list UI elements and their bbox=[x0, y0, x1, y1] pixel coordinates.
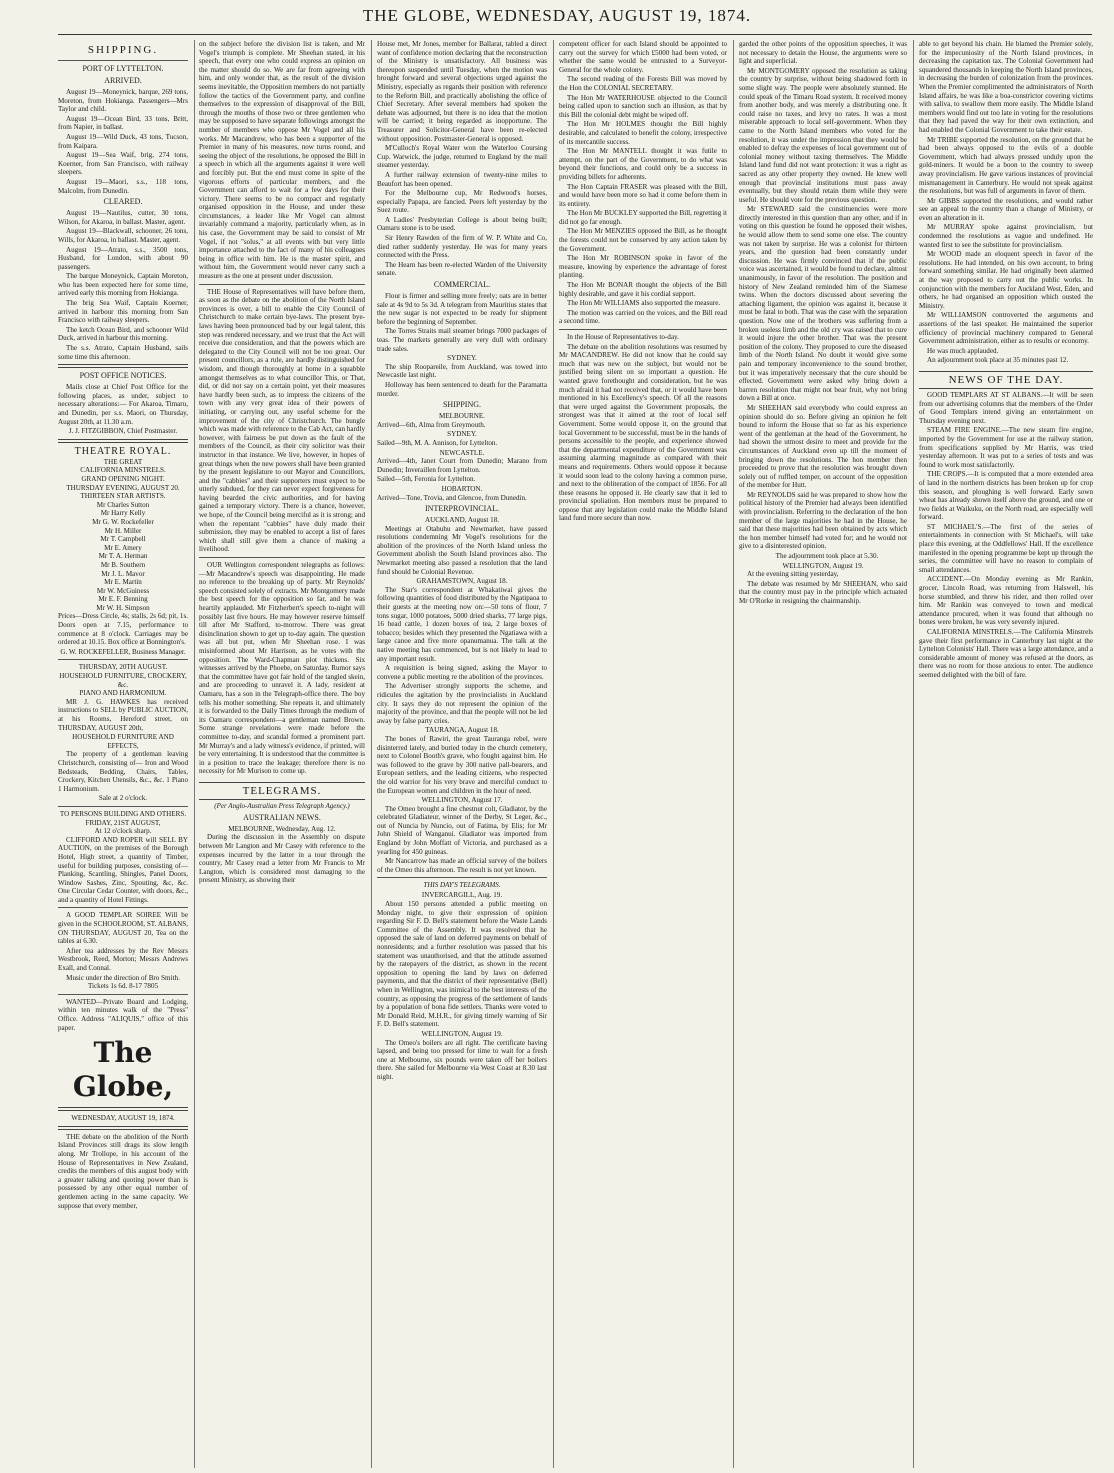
artist: Mr W. H. Simpson bbox=[96, 603, 150, 612]
column-rule bbox=[553, 40, 554, 1468]
assembly-paragraph: The debate on the abolition resolutions was resumed by Mr MACANDREW. He did not know that he could say much that was new on the subject, but would not be justified being silent on so important a question. He wanted grave forethought and consideration, but he was much afraid it had not received that, or it would have been mentioned in his Excellency's speech. Of all the reasons that were urged against the Government proposals, the strongest was that it aimed at the root of local self Government. Some would oppose it, on the ground that local Government to be successful, must be in the hands of persons accessible to the people, and experience showed that the departmental expenditure of the Government was assuming alarming magnitude as compared with their means and requirements. Others would oppose it because it would soon lead to the colony having a common purse, and next to the obliteration of the compact of 1856. For all these reasons he opposed it. He clearly saw that it led to provincial spoliation. Hon members must be prepared to oppose that any legislation could make the Middle Island land fund more secure than now. bbox=[559, 342, 727, 523]
artist: Mr T. A. Herman bbox=[98, 552, 148, 561]
column-rule bbox=[194, 40, 195, 1468]
theatre-sign: G. W. ROCKEFELLER, Business Manager. bbox=[60, 647, 186, 656]
shipping-entry: August 19—Wild Duck, 43 tons, Tucson, from Kaipara. bbox=[58, 132, 188, 150]
assembly-paragraph: An adjournment took place at 35 minutes past 12. bbox=[927, 356, 1069, 365]
telegram-paragraph: The Omeo brought a fine chestnut colt, Gladiator, by the celebrated Gladiateur, winner of the Derby, St Leger, &c., out of Nuncia by Nuncio, out of Fatima, by Elis; for Mr John Shield of Wanganui. Gladiator was imported from England by John Moffatt of Victoria, and purchased as a yearling for 450 guineas. bbox=[377, 804, 547, 856]
assembly-paragraph: competent officer for each Island should be appointed to carry out the survey for which £5000 had been voted, or whether the same would be entrusted to a Surveyor-General for the whole colony. bbox=[559, 40, 727, 74]
dateline: WELLINGTON, August 17. bbox=[421, 796, 503, 805]
divider bbox=[58, 1107, 188, 1111]
assembly-paragraph: Mr REYNOLDS said he was prepared to show how the political history of the Premier had always been identified with provincialism. Referring to the declaration of the hon member of the large majorities he had in the House, he said that these majorities had been obtained by acts which the hon member himself had voted for; and he would not give to a disinterested opinion. bbox=[739, 490, 907, 551]
column-2 bbox=[199, 40, 365, 1468]
divider bbox=[58, 907, 188, 908]
news-paragraph: THE CROPS.—It is computed that a more extended area of land in the northern districts has been broken up for crop this season, and ploughing is well forward. Early sown wheat has already shown itself above the ground, and one or two fields at Waikuku, on the North road, are especially well forward. bbox=[919, 470, 1093, 522]
divider bbox=[58, 659, 188, 660]
telegram-paragraph: A Ladies' Presbyterian College is about being built; Oamaru stone is to be used. bbox=[377, 215, 547, 233]
dateline: WELLINGTON, August 19. bbox=[782, 561, 864, 570]
telegram-paragraph: For the Melbourne cup, Mr Redwood's horses, especially Papapa, are fancied. Peers left yesterday by the Suez route. bbox=[377, 189, 547, 215]
news-paragraph: STEAM FIRE ENGINE.—The new steam fire engine, imported by the Government for use at the railway station, from specifications supplied by Mr Harris, was tried yesterday afternoon. It was put to a series of tests and was found to work most satisfactorily. bbox=[919, 426, 1093, 469]
news-paragraph: CALIFORNIA MINSTRELS.—The California Minstrels gave their first performance in Canterbury last night at the Lyttelton Colonists' Hall. There was a large attendance, and a considerable amount of money was refused at the doors, as there was no room for those anxious to enter. The audience seemed delighted with the bill of fare. bbox=[919, 628, 1093, 679]
artist: Mr Charles Sutton bbox=[96, 500, 150, 509]
assembly-paragraph: Mr STEWARD said the constituencies were more directly interested in this question than any other, and if in voting on this question he found he opposed their wishes, he would allow them to send some one else. The country was not taken by surprise. He was a colonist for thirteen years, and the question had been constantly under discussion. He was firmly convinced that if the public voice was ascertained, it would be found to declare, almost unanimously, in favor of the resolution. The position and history of New Zealand reminded him of the Siamese twins. When the doctors discussed about severing the attaching ligament, the opinion was against it, because it must be fatal to both. That was the case with the separation question. Now one of the brothers was suffering from a broken useless limb and the old cry was raised that to cure it would injure the other brother. That was the present position of the colony. They proposed to cure the diseased limb of the North Island. No doubt it would give some pain and temporary inconvenience to the sound brother, but it was imperatively necessary that the cure should be effected. Government were asked why bring down a barren resolution that might not bear fruit, why not bring down a Bill at once. bbox=[739, 205, 907, 403]
divider bbox=[58, 806, 188, 807]
artist: Mr E. F. Benning bbox=[98, 595, 148, 604]
artist: Mr W. McGuiness bbox=[96, 586, 150, 595]
assembly-paragraph: The Hon Mr HOLMES thought the Bill highly desirable, and calculated to benefit the colony, irrespective of its mercantile success. bbox=[559, 120, 727, 146]
telegram-paragraph: About 150 persons attended a public meeting on Monday night, to give their expression of opinion regarding Sir F. D. Bell's statement before the Waste Lands Committee of the Assembly. It was resolved that he opposed the sale of land on deferred payments on behalf of nonresidents; and a further resolution was passed that his statement was unauthorised, and that the attitude assumed by the ratepayers of the district, as shown in the recent opposition to opening the land by laws on deferred payments, and that the district of their representative (Bell) when in Wellington, was inimical to the best interests of the country, as opposing the progress of the settlement of lands by a population of bona fide settlers. Thanks were voted to Mr Donald Reid, M.H.R., for giving timely warning of Sir F. D. Bell's statement. bbox=[377, 900, 547, 1029]
post-office-sign: J. J. FITZGIBBON, Chief Postmaster. bbox=[68, 427, 178, 436]
divider bbox=[58, 364, 188, 368]
assembly-paragraph: The Hon Mr WILLIAMS also supported the measure. bbox=[567, 299, 721, 308]
theatre-line: THURSDAY EVENING, AUGUST 20. bbox=[66, 483, 180, 492]
shipping-subheading: SHIPPING. bbox=[442, 400, 481, 410]
artist: Mr G. W. Rockefeller bbox=[92, 517, 154, 526]
telegram-paragraph: The ship Roopareile, from Auckland, was towed into Newcastle last night. bbox=[377, 362, 547, 380]
telegram-paragraph: A further railway extension of twenty-nine miles to Beaufort has been opened. bbox=[377, 170, 547, 188]
column-rule bbox=[913, 40, 914, 1468]
artist: Mr T. Campbell bbox=[100, 535, 146, 544]
assembly-paragraph: The Hon Mr BUCKLEY supported the Bill, regretting it did not go far enough. bbox=[559, 209, 727, 226]
shipping-entry: August 19—Nautilus, cutter, 30 tons, Wilson, for Akaroa, in ballast. Master, agent. bbox=[58, 209, 188, 226]
assembly-paragraph: The Hon Mr MENZIES opposed the Bill, as he thought the forests could not be conserved by any action taken by the Government. bbox=[559, 227, 727, 253]
commercial-paragraph: The Torres Straits mail steamer brings 7000 packages of teas. The markets generally are very dull with ordinary trade sales. bbox=[377, 327, 547, 353]
shipping-entry: Sailed—9th, M. A. Annison, for Lyttelton. bbox=[377, 438, 498, 447]
shipping-entry: August 19—Maori, s.s., 118 tons, Malcolm, from Dunedin. bbox=[58, 177, 188, 195]
assembly-paragraph: Mr MONTGOMERY opposed the resolution as taking the country by surprise, without being shadowed forth in some slight way. The people were absolutely stunned. He could speak of the Timaru Road system. It received money from another body, and was merely a distributing one. It could raise no taxes, and levy no rates. It was a most miserable approach to local self-government. When they came to the North Island members who voted for the resolution, it was under the impression that they would be enabled to defray the expenses of local government out of colonial money without taxing themselves. The Middle Island land fund did not want protection: it was a right as sacred as any other property they owned. He knew well enough that provincial institutions must pass away eventually, but they should retain them while they were useful. He should vote for the previous question. bbox=[739, 66, 907, 204]
artist: Mr J. L. Mavor bbox=[101, 569, 145, 578]
assembly-paragraph: The Hon Mr BONAR thought the objects of the Bill highly desirable, and gave it his cordial support. bbox=[559, 281, 727, 298]
assembly-paragraph: able to get beyond his chain. He blamed the Premier solely, for the impecuniosity of the North Island provinces, in decreasing the capitation tax. The Colonial Government had squandered thousands in keeping the North Island provinces, in decreasing the burden of colonization from the provinces. When the Premier complimented the administrators of North Island affairs, he was like a boa-constrictor covering victims with saliva, to swallow them more easily. The Middle Island members would find out too late in voting for the resolutions that they had paved the way for their own extinction, and had enabled the Colonial Government to take their estate. bbox=[919, 40, 1093, 134]
dateline: NEWCASTLE. bbox=[439, 448, 485, 457]
shipping-entry: Arrived—4th, Janet Court from Dunedin; Marano from Dunedin; Inveraillen from Lyttelton. bbox=[377, 457, 547, 474]
post-office-heading: POST OFFICE NOTICES. bbox=[79, 371, 167, 381]
shipping-note: The ketch Ocean Bird, and schooner Wild Duck, arrived in harbour this morning. bbox=[58, 325, 188, 343]
shipping-entry: Arrived—Tone, Trovia, and Glencoe, from Dunedin. bbox=[377, 493, 527, 502]
column-rule bbox=[733, 40, 734, 1468]
builders-heading: TO PERSONS BUILDING AND OTHERS. bbox=[59, 809, 187, 818]
shipping-note: The barque Moneynick, Captain Moreton, who has been expected here for some time, arrived early this morning from Hokianga. bbox=[58, 272, 188, 298]
theatre-prices: Prices—Dress Circle, 4s; stalls, 2s 6d; pit, 1s. Doors open at 7.15, performance to commence at 8 o'clock. Carriages may be ordered at 10.15. Box office at Bonnington's. bbox=[58, 612, 188, 647]
templar-text: After tea addresses by the Rev Messrs Westbrook, Reed, Morton; Messrs Andrews Exall, and Connal. bbox=[58, 946, 188, 973]
auction-heading: HOUSEHOLD FURNITURE AND EFFECTS, bbox=[72, 733, 174, 750]
divider bbox=[199, 557, 365, 558]
divider bbox=[58, 439, 188, 443]
assembly-paragraph: Mr WOOD made an eloquent speech in favor of the resolutions. He had intended, on his own account, to bring forward something similar. He had originally been alarmed at the way proposed to carry out the public works. In conjunction with the members for Auckland West, Eden, and others, he had organised an opposition which ousted the Ministry. bbox=[919, 250, 1093, 310]
auction-subheading: PIANO AND HARMONIUM. bbox=[79, 689, 167, 698]
assembly-paragraph: Mr WILLIAMSON controverted the arguments and assertions of the last speaker. He maintained the superior efficiency of provincial machinery compared to General Government administration, either as to results or economy. bbox=[919, 311, 1093, 346]
shipping-entry: August 19—Blackwall, schooner, 26 tons, Wills, for Akaroa, in ballast. Master, agent. bbox=[58, 227, 188, 244]
artist: Mr Harry Kelly bbox=[100, 509, 146, 518]
shipping-note: The s.s. Atrato, Captain Husband, sails some time this afternoon. bbox=[58, 344, 188, 361]
todays-telegrams-heading: THIS DAY'S TELEGRAMS. bbox=[423, 881, 501, 890]
artist: Mr E. Martin bbox=[104, 578, 142, 587]
assembly-paragraph: At the evening sitting yesterday, bbox=[747, 570, 839, 579]
telegram-paragraph: Holloway has been sentenced to death for the Paramatta murder. bbox=[377, 380, 547, 398]
telegram-paragraph: House met, Mr Jones, member for Ballarat, tabled a direct want of confidence motion declaring that the reconstruction of the Ministry is unsatisfactory. All business was thereupon suspended until Tuesday, when the motion was brought forward and several objections urged against the Ministry, especially as regards their position with reference to the Reform Bill, and practically abolishing the office of Chief Secretary. After several members had spoken the debate was adjourned, but there is no idea that the motion will be carried; it being regarded as inopportune. The Treasurer and Solicitor-General have been re-elected without opposition. Postmaster-General is opposed. bbox=[377, 40, 547, 143]
dateline: WELLINGTON, August 19. bbox=[421, 1029, 503, 1038]
news-of-the-day-heading: NEWS OF THE DAY. bbox=[919, 371, 1093, 389]
telegrams-heading: TELEGRAMS. bbox=[199, 782, 365, 800]
dateline: AUCKLAND, August 18. bbox=[424, 516, 500, 525]
wanted-ad: WANTED—Private Board and Lodging, within ten minutes walk of the "Press" Office. Address "ALIQUIS," office of this paper. bbox=[58, 997, 188, 1032]
telegram-paragraph: During the discussion in the Assembly on dispute between Mr Langton and Mr Casey with reference to the expenses incurred by the latter in a tour through the country, Mr Casey read a letter from Mr Francis to Mr Langton, which is considered most damaging to the present Ministry, as showing their bbox=[199, 833, 365, 885]
shipping-entry: August 19—Sea Waif, brig, 274 tons, Koerner, from San Francisco, with railway sleepers. bbox=[58, 151, 188, 177]
artist: Mr E. Amery bbox=[104, 543, 142, 552]
dateline: GRAHAMSTOWN, August 18. bbox=[416, 577, 508, 586]
artist: Mr H. Miller bbox=[104, 526, 142, 535]
assembly-paragraph: Mr SHEEHAN said everybody who could express an opinion should do so. Before giving an opinion he felt bound to inform the House that so far as his experience went of the gentleman at the head of the Government, he had shown the utmost desire to meet and provide for the circumstances of Auckland even up till the moment of bringing down the resolutions. The hon member then proceeded to prove that the resolution was brought down solely out of ruffled temper, on account of the opposition of the member for Hutt. bbox=[739, 403, 907, 490]
dateline: MELBOURNE. bbox=[439, 412, 485, 421]
globe-date: WEDNESDAY, AUGUST 19, 1874. bbox=[71, 1114, 175, 1123]
column-rule bbox=[371, 40, 372, 1468]
telegram-paragraph: Meetings at Otahuhu and Newmarket, have passed resolutions condemning Mr Vogel's resolutions for the abolition of the provinces of the North Island unless the Government abolish the South Island provinces also. The Newmarket meeting also passed a resolution that the land fund should be Colonial Revenue. bbox=[377, 524, 547, 576]
assembly-paragraph: Mr GIBBS supported the resolutions, and would rather see an appeal to the country than a change of Ministry, or even an alteration in it. bbox=[919, 196, 1093, 222]
templar-tickets: Tickets 1s 6d. 8-17 7805 bbox=[87, 982, 159, 991]
assembly-paragraph: The Hon Mr WATERHOUSE objected to the Council being called upon to sanction such an illusion, as that by this Bill the colonial debt might be wiped off. bbox=[559, 93, 727, 119]
assembly-paragraph: The adjournment took place at 5.30. bbox=[775, 552, 879, 561]
divider bbox=[58, 1126, 188, 1130]
commercial-heading: COMMERCIAL. bbox=[433, 280, 491, 290]
assembly-paragraph: He was much applauded. bbox=[927, 346, 999, 355]
telegram-paragraph: Sir Henry Rawden of the firm of W. P. White and Co, died rather suddenly yesterday. He was for many years connected with the Press. bbox=[377, 234, 547, 260]
telegram-paragraph: The Advertiser strongly supports the scheme, and ridicules the agitation by the provincialists in Auckland city. It says they do not represent the opinion of the majority of the province, and that the people will not be led away by false party cries. bbox=[377, 682, 547, 725]
shipping-entry: August 19—Atrato, s.s., 3500 tons, Husband, for London, with about 90 passengers. bbox=[58, 245, 188, 271]
column-6 bbox=[919, 40, 1093, 1468]
leader-paragraph: THE House of Representatives will have before them, as soon as the debate on the abolition of the North Island provinces is over, a bill to enable the City Council of Christchurch to make certain bye-laws. The present bye-laws having been pronounced bad by our legal talent, this step was rendered necessary, and we trust that the Act will receive due consideration, and that the powers which are delegated to the City Council will not be too great. Our present councillors, as a rule, are hardly distinguished for wisdom, and though thoroughly at home in a squabble amongst themselves as to what councillor This, or That, did, or did not say on a certain point, yet their measures have hardly been such, as to impress the citizens of the town with any very great idea of their powers of initiating, or carrying out, any useful scheme for the improvement of the city of Christchurch. The bungle which was made with reference to the Cab Act, can hardly however, with fairness be put down as the fault of the members of the Council, as their city solicitor was their instructor in that instance. We live, however, in hopes of great things when the new powers shall have been granted by the present legislature to our Mayor and Councillors, and the "cabbies" and their supporters must expect to be utterly subdued, for they can never expect forgiveness for having bearded the civic authorities, and for having gained a temporary victory. There is a chance, however, we hope, of the Council being merciful as it is strong; and when the repentant "cabbies" have duly made their submission, they may be enabled to accept a list of fares which shall still give them a chance of making a livelihood. bbox=[199, 287, 365, 554]
masthead-rule bbox=[58, 34, 1092, 35]
cleared-heading: CLEARED. bbox=[103, 197, 143, 207]
assembly-paragraph: garded the other points of the opposition speeches, it was not necessary to detain the House, the arguments were so light and superficial. bbox=[739, 40, 907, 66]
dateline: SYDNEY. bbox=[447, 430, 477, 439]
dateline: MELBOURNE, Wednesday, Aug. 12. bbox=[228, 824, 336, 833]
telegram-paragraph: Mr Nancarrow has made an official survey of the boilers of the Omeo this afternoon. The result is not yet known. bbox=[377, 857, 547, 874]
masthead: THE GLOBE, WEDNESDAY, AUGUST 19, 1874. bbox=[362, 6, 752, 25]
assembly-paragraph: The Hon Mr MANTELL thought it was futile to attempt, on the part of the Government, to do what was beyond their functions, and could only be a success in providing billets for adherents. bbox=[559, 147, 727, 181]
post-office-text: Mails close at Chief Post Office for the following places, as under, subject to necessary alterations:— For Akaroa, Timaru, and Dunedin, per s.s. Maori, on Thursday, August 20th, at 11.30 a.m. bbox=[58, 383, 188, 426]
news-paragraph: ST MICHAEL'S.—The first of the series of entertainments in connection with St Michael's, will take place this evening, at the Oddfellows' Hall. If the excellence manifested in the opening programme be kept up through the series, the committee will have no reason to complain of small attendances. bbox=[919, 522, 1093, 574]
assembly-paragraph: The Hon Captain FRASER was pleased with the Bill, and would have been more so had it come before them in its entirety. bbox=[559, 182, 727, 208]
divider bbox=[199, 284, 365, 285]
news-paragraph: ACCIDENT.—On Monday evening as Mr Rankin, grocer, Lincoln Road, was returning from Halswell, his horse stumbled, and threw his rider, and then rolled over him. Mr Rankin was conveyed to town and medical attendance procured, when it was found that although no bones were broken, he was very severely injured. bbox=[919, 575, 1093, 627]
assembly-paragraph: The motion was carried on the voices, and the Bill read a second time. bbox=[559, 308, 727, 326]
theatre-line: THE GREAT bbox=[103, 457, 143, 466]
auction-heading: HOUSEHOLD FURNITURE, CROCKERY, &c. bbox=[59, 672, 187, 689]
auction-text: MR J. G. HAWKES has received instructions to SELL by PUBLIC AUCTION, at his Rooms, Hereford street, on THURSDAY, AUGUST 20th, bbox=[58, 697, 188, 732]
auction-date: THURSDAY, 20TH AUGUST. bbox=[78, 663, 168, 672]
shipping-note: The brig Sea Waif, Captain Koerner, arrived in harbour this morning from San Francisco with railway sleepers. bbox=[58, 299, 188, 325]
builders-time: At 12 o'clock sharp. bbox=[94, 827, 152, 836]
divider bbox=[559, 329, 727, 330]
theatre-line: THIRTEEN STAR ARTISTS. bbox=[80, 492, 166, 501]
leader-paragraph: THE debate on the abolition of the North Island Provinces still drags its slow length along. Mr Trollope, in his account of the House of Representatives in New Zealand, credits the members of this august body with a greater talking and quoting power than is possessed by any other equal number of gentlemen acting in the same capacity. We suppose that every member, bbox=[58, 1132, 188, 1210]
dateline: TAURANGA, August 18. bbox=[425, 726, 499, 735]
column-3 bbox=[377, 40, 547, 1468]
builders-text: CLIFFORD AND ROPER will SELL BY AUCTION, on the premises of the Borough Hotel, High street, a quantity of Timber, useful for building purposes, consisting of— Planking, Scantling, Shingles, Panel Doors, Window Sashes, Zinc, Spouting, &c, &c. One Circular Cedar Counter, with doors, &c., and a quantity of Hotel Fittings. bbox=[58, 835, 188, 904]
theatre-heading: THEATRE ROYAL. bbox=[74, 445, 172, 457]
assembly-paragraph: Mr TRIBE supported the resolution, on the ground that he had been always opposed to the evils of a double Government, which had always pressed unduly upon the gold-miners. It would be a boon to the country to sweep away provincialism. He gave various instances of provincial mismanagement in Canterbury. He would not speak against the resolutions, but was full of arguments in favor of them. bbox=[919, 135, 1093, 196]
shipping-heading: SHIPPING. bbox=[87, 44, 159, 56]
leader-paragraph: OUR Wellington correspondent telegraphs as follows:—Mr Macandrew's speech was disappointing. He made no reference to the breaking up of party. Mr Reynolds' speech consisted solely of extracts. Mr Montgomery made the best speech for the opposition so far, and he was heartily applauded. Mr Fitzherbert's speech to-night will possibly last five hours. He may however reserve himself till after Mr Stafford, to-morrow. There was great disinclination shown to get up to-day again. The question was all but put, when Mr Sheehan rose. I was misinformed about Mr Harrison, as he votes with the opposition. The Ward-Chapman plot thickens. Six witnesses arrived by the Phoebe, on Saturday. Rumor says that the committee have got fair hold of the tangled skein, and are proceeding to unravel it. A lady, resident at Oamaru, has a son in the Telegraph-office there. The boy tells his mother something. She repeats it, and ultimately it is forwarded to the Daily Times through the medium of its Oamaru correspondent—a gentleman named Brown. Some strange revelations were made before the committee to-day, and scandal formed a prominent part. Mr Murray's and a lady witness's evidence, if printed, will be very entertaining. It is understood that the committee is in a position to trace the leakage; therefore there is no necessity for Mr Murison to come up. bbox=[199, 561, 365, 776]
assembly-paragraph: The second reading of the Forests Bill was moved by the Hon the COLONIAL SECRETARY. bbox=[559, 75, 727, 92]
shipping-entry: Arrived—6th, Alma from Greymouth. bbox=[377, 420, 486, 429]
shipping-entry: August 19—Moneynick, barque, 269 tons, Moreton, from Hokianga. Passengers—Mrs Taylor and child. bbox=[58, 88, 188, 114]
interprovincial-heading: INTERPROVINCIAL. bbox=[425, 504, 499, 514]
divider bbox=[377, 877, 547, 878]
telegram-paragraph: The Hearn has been re-elected Warden of the University senate. bbox=[377, 260, 547, 278]
assembly-paragraph: The Hon Mr ROBINSON spoke in favor of the measure, knowing by experience the advantage of forest planting. bbox=[559, 254, 727, 280]
leader-paragraph: on the subject before the division list is taken, and Mr Vogel's triumph is complete. Mr Sheehan stated, in his speech, that every one who could express an opinion on the matter should do so. We are far from agreeing with him, and only wonder that, as the result of the division seems inevitable, the Opposition members do not partially follow the tactics of the Government party, and confine themselves to the expression of disapproval of the Bill, through the mouths of those two or three gentlemen who may be supposed to have separate followings amongst the number of members who oppose Mr Vogel and all his works. Mr Macandrew, who has been a supporter of the Premier in many of his measures, now turns round, and seeing the object of the resolutions, he opposed the Bill in a speech in which all the arguments against it were well and forcibly put. But the end must come in spite of the vigorous efforts of particular members, and the Government can afford to wait for a few days for their victory. There seems to be no compact and regularly organised opposition in the House, and under these circumstances, a leader like Mr Vogel can almost invariably command a majority, particularly when, as in his case, the Government may be said to consist of Mr Vogel, if not "solus," at all events with but very little importance attached to the fact of many of his colleagues being in office with him. He is the master spirit, and without him, the Government would never carry such a measure as the one at present under discussion. bbox=[199, 40, 365, 281]
templar-music: Music under the direction of Bro Smith. bbox=[66, 973, 180, 982]
column-4 bbox=[559, 40, 727, 1468]
dateline: INVERCARGILL, Aug. 19. bbox=[421, 891, 503, 900]
telegram-paragraph: The bones of Rawiri, the great Tauranga rebel, were disinterred lately, and buried today in the church cemetery, next to Colonel Booth's grave, who fought against him. He was followed to the grave by 300 native pall-bearers, and European settlers, and the leading citizens, who respected the old warrior for his very brave and merciful conduct to the European women and children in the hour of need. bbox=[377, 734, 547, 795]
telegrams-agency: (Per Anglo-Australian Press Telegraph Agency.) bbox=[214, 801, 350, 810]
auction-time: Sale at 2 o'clock. bbox=[98, 794, 148, 803]
theatre-line: GRAND OPENING NIGHT. bbox=[81, 474, 165, 483]
news-paragraph: GOOD TEMPLARS AT ST ALBANS.—It will be seen from our advertising columns that the members of the Order of Good Templars intend giving an entertainment on Thursday evening next. bbox=[919, 390, 1093, 425]
telegram-paragraph: The Omeo's boilers are all right. The certificate having lapsed, and being too pressed for time to wait for a fresh one at Melbourne, six pounds were taken off her boilers there. She sailed for Melbourne via West Coast at 8.30 last night. bbox=[377, 1038, 547, 1081]
builders-date: FRIDAY, 21ST AUGUST, bbox=[85, 818, 161, 827]
telegram-paragraph: M'Culloch's Royal Water won the Waterloo Coursing Cup. Warwick, the judge, returned to England by the mail steamer yesterday. bbox=[377, 144, 547, 170]
australian-news-heading: AUSTRALIAN NEWS. bbox=[243, 812, 321, 822]
arrived-heading: ARRIVED. bbox=[104, 76, 142, 85]
shipping-entry: August 19—Ocean Bird, 33 tons, Britt, from Napier, in ballast. bbox=[58, 114, 188, 132]
commercial-paragraph: Flour is firmer and selling more freely; oats are in better sale at 4s 9d to 5s 3d. A telegram from Mauritius states that the new sugar is not expected to be ready for shipment before the beginning of September. bbox=[377, 292, 547, 326]
dateline: HOBARTON. bbox=[441, 484, 483, 493]
auction-text: The property of a gentleman leaving Christchurch, consisting of— Iron and Wood Bedsteads, Bedding, Chairs, Tables, Crockery, Kitchen Utensils, &c., &c. 1 Piano 1 Harmonium. bbox=[58, 750, 188, 793]
templar-text: A GOOD TEMPLAR SOIREE Will be given in the SCHOOLROOM, ST. ALBANS, ON THURSDAY, AUGUST 20, Tea on the tables at 6.30. bbox=[58, 911, 188, 946]
artist: Mr B. Southern bbox=[100, 560, 146, 569]
divider bbox=[58, 60, 188, 61]
assembly-paragraph: Mr MURRAY spoke against provincialism, but condemned the resolutions as vague and undefined. He wanted first to see the substitute for provincialism. bbox=[919, 223, 1093, 249]
port-heading: PORT OF LYTTELTON. bbox=[82, 64, 164, 73]
column-1 bbox=[58, 40, 188, 1468]
assembly-paragraph: The debate was resumed by Mr SHEEHAN, who said that the country must pay in the principle which actuated Mr O'Rorke in resigning the chairmanship. bbox=[739, 579, 907, 605]
telegram-paragraph: A requisition is being signed, asking the Mayor to convene a public meeting re the abolition of the provinces. bbox=[377, 664, 547, 681]
globe-title: The Globe, bbox=[72, 1036, 174, 1104]
telegram-paragraph: The Star's correspondent at Whakatiwai gives the following quantities of food distributed by the Ngatipaoa to their guests at the meeting now on:—50 tons of flour, 7 tons sugar, 1000 potatoes, 5000 dried sharks, 77 large pigs, 16 head cattle, 1 dozen boxes of tea, 2 large boxes of tobacco; besides which they presented the Ngatiawa with a large canoe and five more opanumanua. The talk at the native meeting has commenced, but is not likely to lead to any important result. bbox=[377, 585, 547, 663]
theatre-line: CALIFORNIA MINSTRELS. bbox=[80, 466, 166, 475]
divider bbox=[58, 994, 188, 995]
assembly-paragraph: In the House of Representatives to-day. bbox=[567, 333, 679, 341]
column-5 bbox=[739, 40, 907, 1468]
dateline: SYDNEY. bbox=[447, 354, 477, 363]
shipping-entry: Sailed—5th, Feronia for Lyttelton. bbox=[377, 475, 476, 484]
